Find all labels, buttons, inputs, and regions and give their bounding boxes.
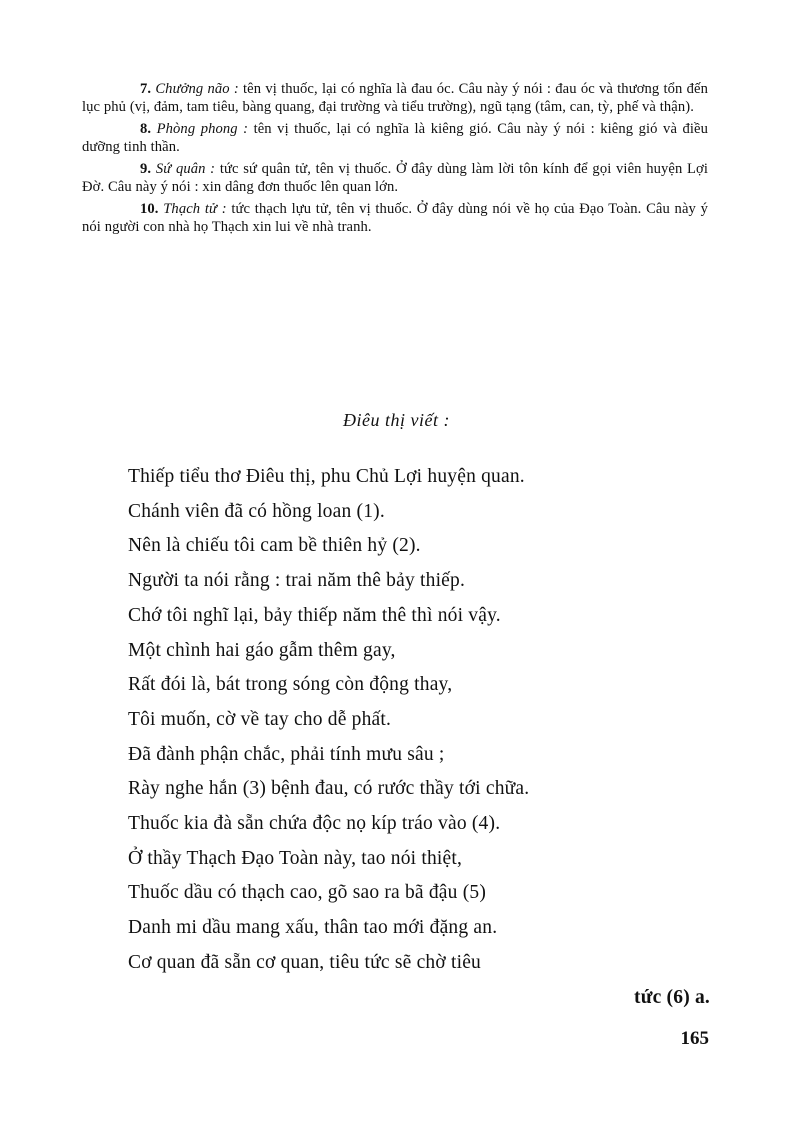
footnote-number: 10.: [140, 201, 159, 217]
footnote-number: 9.: [140, 161, 152, 177]
footnote-text: tức sứ quân tử, tên vị thuốc. Ở đây dùng làm lời tôn kính để gọi viên huyện Lợi Đờ. Câu này ý nói : xin dâng đơn thuốc lên quan lớn.: [82, 161, 709, 195]
poem-line: Người ta nói rằng : trai năm thê bảy thiếp.: [128, 570, 466, 592]
footnote-number: 8.: [140, 121, 152, 137]
poem-line: Thuốc dầu có thạch cao, gõ sao ra bã đậu (5): [128, 882, 487, 904]
footnote-text: tên vị thuốc, lại có nghĩa là đau óc. Câu này ý nói : đau óc và thương tổn đến lục phủ (vị, đảm, tam tiêu, bàng quang, đại trường và tiểu trường), ngũ tạng (tâm, can, tỳ, phế và thận).: [82, 81, 709, 115]
footnote-term: Phòng phong :: [156, 121, 249, 137]
poem-line: Thiếp tiểu thơ Điêu thị, phu Chủ Lợi huyện quan.: [128, 466, 525, 487]
poem-line: Rày nghe hắn (3) bệnh đau, có rước thầy tới chữa.: [128, 778, 530, 800]
poem-line: Ở thầy Thạch Đạo Toàn này, tao nói thiệt,: [128, 847, 463, 869]
page-number: 165: [680, 1028, 709, 1049]
footnotes: [82, 80, 708, 240]
section-title: Điêu thị viết :: [343, 410, 450, 430]
poem-line: Đã đành phận chắc, phải tính mưu sâu ;: [128, 743, 445, 765]
poem-line: Cơ quan đã sẵn cơ quan, tiêu tức sẽ chờ tiêu: [128, 951, 482, 973]
poem-line: Thuốc kia đà sẵn chứa độc nọ kíp tráo vào (4).: [128, 813, 501, 835]
poem-line: Chánh viên đã có hồng loan (1).: [128, 500, 385, 522]
poem-line: Chớ tôi nghĩ lại, bảy thiếp năm thê thì nói vậy.: [128, 604, 501, 626]
poem-line: Nên là chiếu tôi cam bề thiên hỷ (2).: [128, 535, 421, 557]
footnote-9: [82, 160, 708, 196]
footnote-term: Chưởng não :: [155, 81, 239, 97]
poem-line: Rất đói là, bát trong sóng còn động thay,: [128, 674, 453, 696]
footnote-10: [82, 200, 708, 236]
footnote-term: Thạch tử :: [163, 201, 227, 217]
footnote-8: [82, 120, 708, 156]
poem-line: Một chình hai gáo gẫm thêm gay,: [128, 639, 396, 661]
footnote-text: tức thạch lựu tử, tên vị thuốc. Ở đây dùng nói về họ của Đạo Toàn. Câu này ý nói người con nhà họ Thạch xin lui về nhà tranh.: [82, 201, 708, 235]
poem-line: Danh mi dầu mang xấu, thân tao mới đặng an.: [128, 917, 498, 939]
footnote-text: tên vị thuốc, lại có nghĩa là kiêng gió. Câu này ý nói : kiêng gió và điều dưỡng tinh thần.: [82, 121, 709, 155]
footnote-7: [82, 80, 708, 116]
footnote-number: 7.: [140, 81, 152, 97]
poem-line-continuation: tức (6) a.: [634, 986, 710, 1008]
footnote-term: Sứ quân :: [155, 161, 216, 177]
poem: [128, 460, 710, 1015]
poem-line: Tôi muốn, cờ về tay cho dễ phất.: [128, 708, 392, 730]
